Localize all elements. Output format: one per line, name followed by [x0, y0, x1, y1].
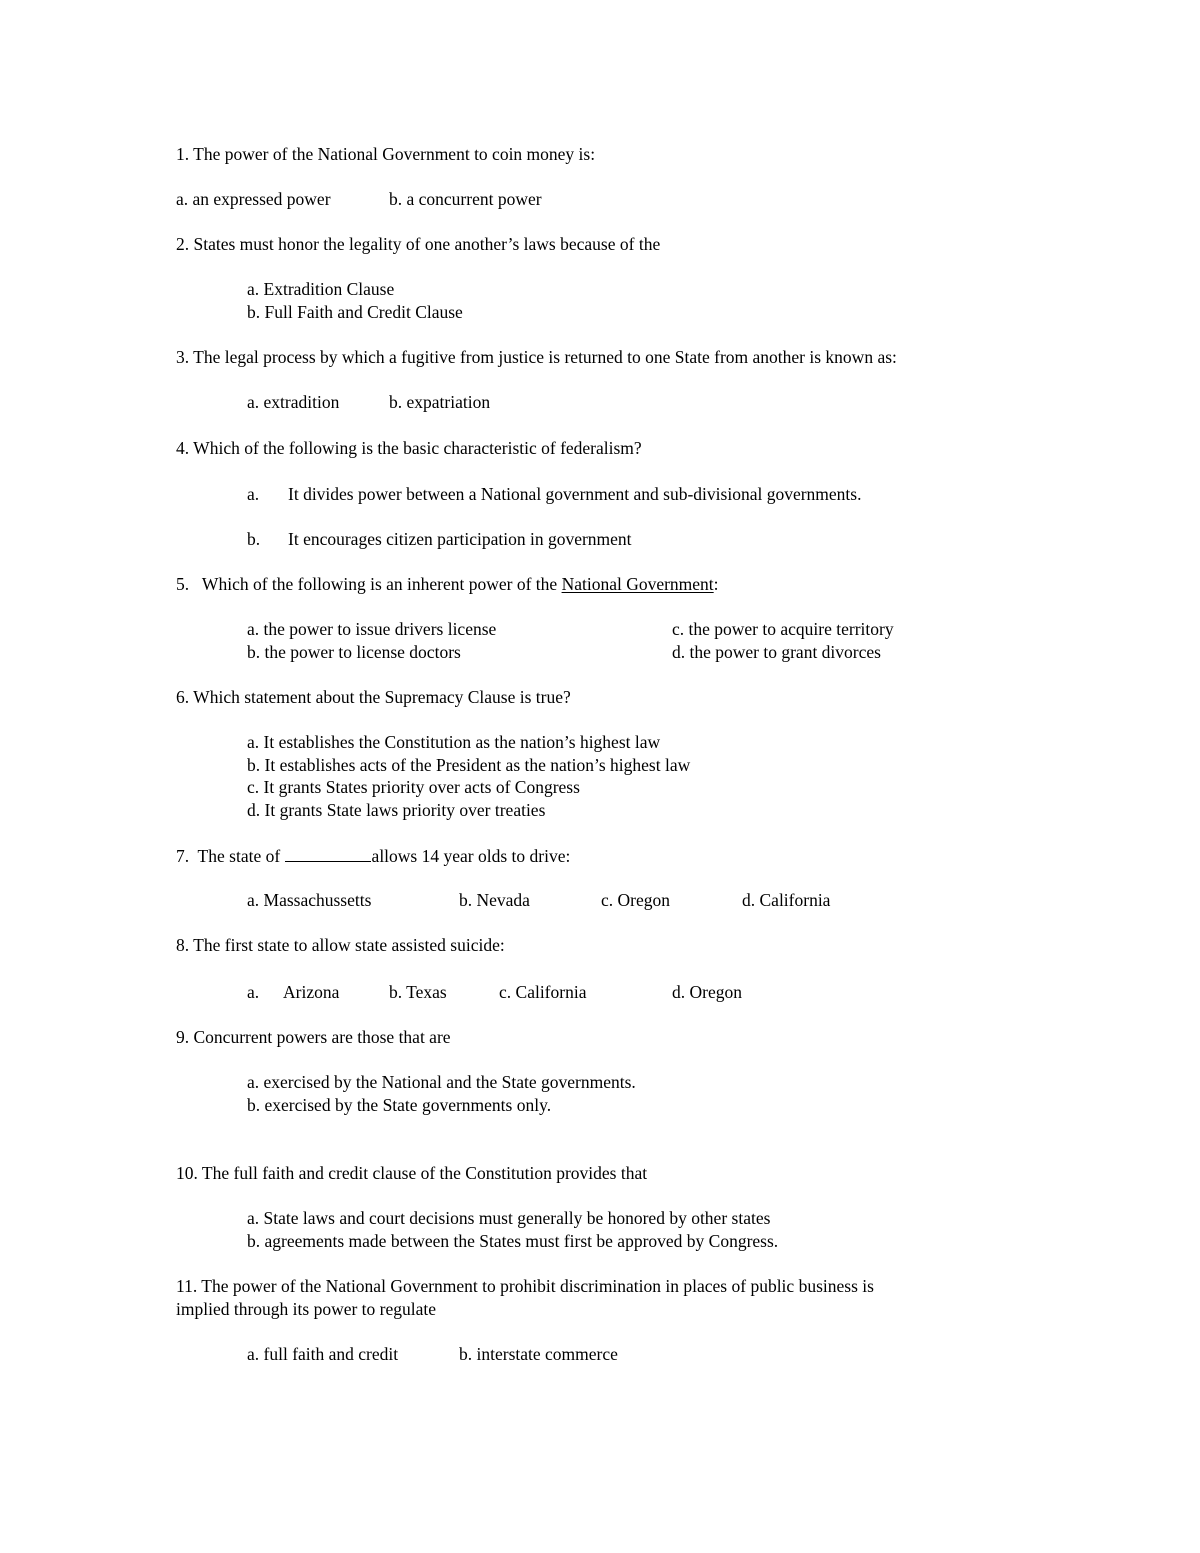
- q7-option-b: b. Nevada: [459, 890, 530, 910]
- q8-option-a-text: Arizona: [283, 982, 340, 1002]
- q1-option-b: b. a concurrent power: [389, 189, 542, 209]
- q1-option-a: a. an expressed power: [176, 189, 331, 209]
- q3-option-a: a. extradition: [247, 392, 340, 412]
- q7-option-a: a. Massachussetts: [247, 890, 372, 910]
- q3-option-b: b. expatriation: [389, 392, 491, 412]
- q11-prompt-line1: 11. The power of the National Government to prohibit discrimination in places of public business is: [176, 1276, 874, 1296]
- q5-prompt-underlined: National Government: [561, 574, 714, 594]
- q9-option-a: a. exercised by the National and the State governments.: [247, 1072, 636, 1092]
- q8-option-c: c. California: [499, 982, 587, 1002]
- q2-option-b: b. Full Faith and Credit Clause: [247, 302, 463, 322]
- q5-prompt-start: 5. Which of the following is an inherent power of the: [176, 574, 562, 594]
- q2-option-a: a. Extradition Clause: [247, 279, 395, 299]
- q7-prompt-start: 7. The state of: [176, 846, 285, 866]
- q7-prompt: [176, 844, 570, 868]
- q3-prompt: 3. The legal process by which a fugitive from justice is returned to one State from another is known as:: [176, 347, 897, 367]
- q4-option-a-text: It divides power between a National government and sub-divisional governments.: [288, 484, 862, 504]
- q11-option-a: a. full faith and credit: [247, 1344, 399, 1364]
- q10-option-b: b. agreements made between the States must first be approved by Congress.: [247, 1231, 779, 1251]
- q8-option-d: d. Oregon: [672, 982, 742, 1002]
- q6-prompt: 6. Which statement about the Supremacy Clause is true?: [176, 687, 571, 707]
- q6-option-c: c. It grants States priority over acts of Congress: [247, 777, 580, 797]
- q1-prompt: 1. The power of the National Government to coin money is:: [176, 144, 596, 164]
- q7-option-c: c. Oregon: [601, 890, 671, 910]
- q11-prompt-line2: implied through its power to regulate: [176, 1299, 437, 1319]
- q5-option-c: c. the power to acquire territory: [672, 619, 894, 639]
- q9-prompt: 9. Concurrent powers are those that are: [176, 1027, 451, 1047]
- q4-option-b-letter: b.: [247, 529, 261, 549]
- q4-prompt: 4. Which of the following is the basic characteristic of federalism?: [176, 438, 642, 458]
- q6-option-d: d. It grants State laws priority over treaties: [247, 800, 546, 820]
- q6-option-b: b. It establishes acts of the President as the nation’s highest law: [247, 755, 691, 775]
- q7-option-d: d. California: [742, 890, 831, 910]
- q10-prompt: 10. The full faith and credit clause of the Constitution provides that: [176, 1163, 648, 1183]
- q4-option-b-text: It encourages citizen participation in government: [288, 529, 632, 549]
- q11-option-b: b. interstate commerce: [459, 1344, 618, 1364]
- q8-prompt: 8. The first state to allow state assisted suicide:: [176, 935, 505, 955]
- q7-prompt-end: allows 14 year olds to drive:: [371, 846, 571, 866]
- q6-option-a: a. It establishes the Constitution as the nation’s highest law: [247, 732, 661, 752]
- q5-prompt-end: :: [713, 574, 719, 594]
- q8-option-a-letter: a.: [247, 982, 260, 1002]
- q5-option-d: d. the power to grant divorces: [672, 642, 881, 662]
- q5-option-b: b. the power to license doctors: [247, 642, 461, 662]
- q5-prompt: [176, 573, 719, 596]
- q9-option-b: b. exercised by the State governments only.: [247, 1095, 552, 1115]
- q4-option-a-letter: a.: [247, 484, 260, 504]
- q2-prompt: 2. States must honor the legality of one another’s laws because of the: [176, 234, 661, 254]
- q10-option-a: a. State laws and court decisions must generally be honored by other states: [247, 1208, 771, 1228]
- q8-option-b: b. Texas: [389, 982, 447, 1002]
- q7-answer-blank: [285, 844, 371, 862]
- q5-option-a: a. the power to issue drivers license: [247, 619, 497, 639]
